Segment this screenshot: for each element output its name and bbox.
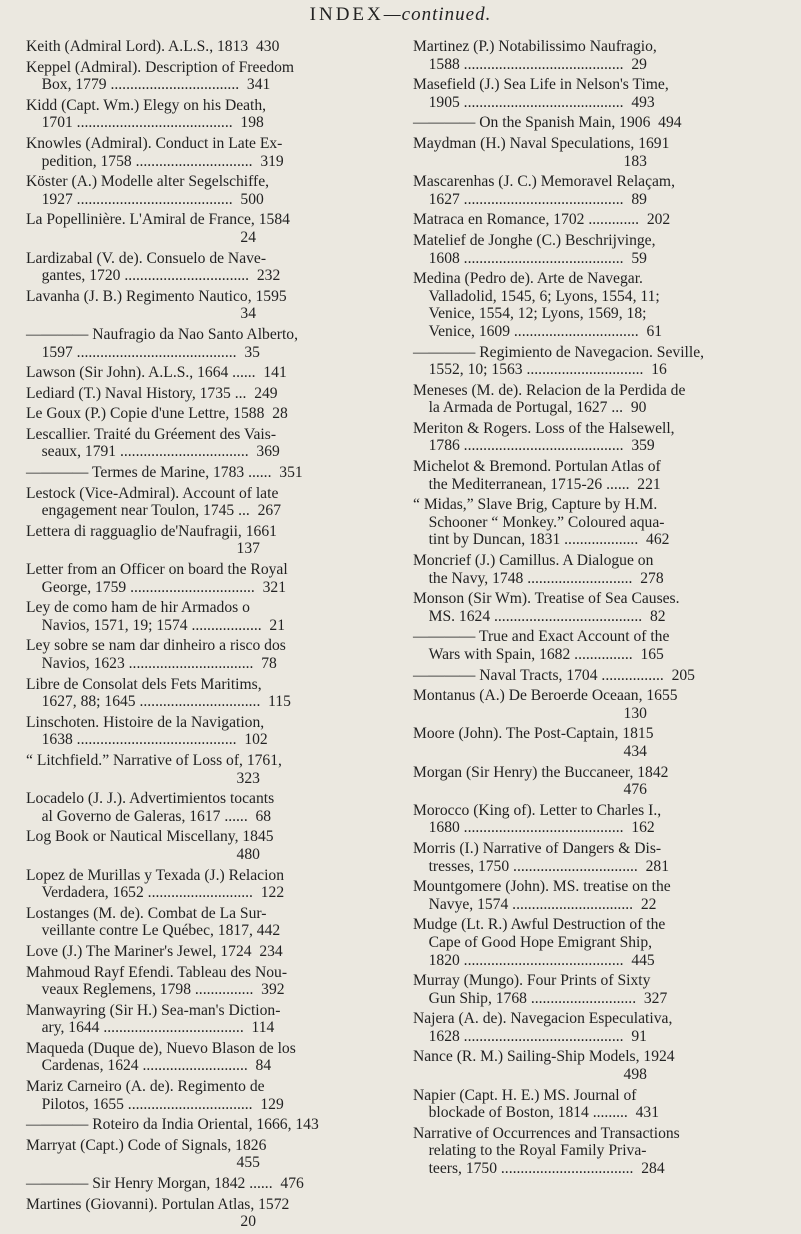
index-entry: Lardizabal (V. de). Consuelo de Nave- gantes, 1720 ................................ 232 (26, 249, 281, 285)
index-entry: Nance (R. M.) Sailing-Ship Models, 1924 498 (413, 1048, 675, 1084)
index-entry: Lavanha (J. B.) Regimento Nautico, 1595 34 (26, 287, 287, 323)
index-entry: Moore (John). The Post-Captain, 1815 434 (413, 725, 654, 760)
index-entry: Letter from an Officer on board the Royal George, 1759 ................................ 321 (26, 561, 288, 596)
index-entry: Murray (Mungo). Four Prints of Sixty Gun Ship, 1768 ........................... 327 (413, 972, 668, 1007)
index-entry: Monson (Sir Wm). Treatise of Sea Causes. MS. 1624 ...................................... 82 (413, 590, 680, 625)
left-column (26, 38, 398, 1234)
index-entry: Libre de Consolat dels Fets Maritims, 1627, 88; 1645 ............................... 115 (26, 675, 291, 711)
index-entry: Lettera di ragguaglio de'Naufragii, 1661 137 (26, 522, 277, 558)
index-entry: Napier (Capt. H. E.) MS. Journal of blockade of Boston, 1814 ......... 431 (413, 1086, 660, 1122)
index-entry: Le Goux (P.) Copie d'une Lettre, 1588 28 (26, 405, 288, 423)
index-entry: Martinez (P.) Notabilissimo Naufragio, 1588 ......................................... 29 (413, 38, 657, 73)
index-entry: Maydman (H.) Naval Speculations, 1691 183 (413, 134, 670, 170)
index-entry: Moncrief (J.) Camillus. A Dialogue on the Navy, 1748 ........................... 278 (413, 552, 664, 587)
index-entry: ———— True and Exact Account of the Wars with Spain, 1682 ............... 165 (413, 628, 670, 663)
index-entry: Kidd (Capt. Wm.) Elegy on his Death, 1701 ........................................ 198 (26, 96, 267, 132)
index-entry: ———— Naufragio da Nao Santo Alberto, 1597 ......................................... 35 (26, 325, 298, 361)
index-entry: Mascarenhas (J. C.) Memoravel Relaçam, 1627 ......................................... 89 (413, 173, 675, 208)
index-entry: Meneses (M. de). Relacion de la Perdida de la Armada de Portugal, 1627 ... 90 (413, 381, 686, 417)
index-entry: Maqueda (Duque de), Nuevo Blason de los Cardenas, 1624 ........................... 84 (26, 1039, 296, 1075)
index-entry: Michelot & Bremond. Portulan Atlas of the Mediterranean, 1715-26 ...... 221 (413, 458, 661, 493)
index-entry: Masefield (J.) Sea Life in Nelson's Time, 1905 ......................................... 493 (413, 76, 669, 111)
right-column (413, 38, 785, 1181)
index-entry: Linschoten. Histoire de la Navigation, 1638 ......................................... 102 (26, 713, 268, 749)
index-entry: Morgan (Sir Henry) the Buccaneer, 1842 476 (413, 763, 669, 799)
index-entry: Matraca en Romance, 1702 ............. 202 (413, 211, 671, 229)
index-entry: Ley de como ham de hir Armados o Navios, 1571, 19; 1574 .................. 21 (26, 599, 286, 634)
index-entry: Morris (I.) Narrative of Dangers & Dis- tresses, 1750 ................................ 281 (413, 839, 669, 875)
index-entry: Matelief de Jonghe (C.) Beschrijvinge, 1608 ......................................... 59 (413, 231, 656, 267)
index-entry: Marryat (Capt.) Code of Signals, 1826 455 (26, 1136, 267, 1172)
index-entry: Mahmoud Rayf Efendi. Tableau des Nou- veaux Reglemens, 1798 ............... 392 (26, 963, 288, 999)
index-entry: Ley sobre se nam dar dinheiro a risco dos Navios, 1623 ................................ 78 (26, 637, 286, 672)
index-entry: Lediard (T.) Naval History, 1735 ... 249 (26, 384, 278, 402)
index-entry: ———— Termes de Marine, 1783 ...... 351 (26, 464, 303, 482)
index-entry: Lostanges (M. de). Combat de La Sur- veillante contre Le Québec, 1817, 442 (26, 904, 281, 940)
index-entry: Lawson (Sir John). A.L.S., 1664 ...... 141 (26, 364, 287, 382)
index-entry: Mariz Carneiro (A. de). Regimento de Pilotos, 1655 ................................ 129 (26, 1078, 284, 1113)
index-entry: Köster (A.) Modelle alter Segelschiffe, 1927 ........................................ 500 (26, 173, 270, 208)
index-entry: “ Litchfield.” Narrative of Loss of, 1761, 323 (26, 751, 282, 787)
index-entry: ———— Sir Henry Morgan, 1842 ...... 476 (26, 1175, 304, 1193)
index-entry: Montanus (A.) De Beroerde Oceaan, 1655 130 (413, 687, 678, 722)
index-entry: Lopez de Murillas y Texada (J.) Relacion Verdadera, 1652 ........................... 122 (26, 866, 285, 902)
index-entry: Martines (Giovanni). Portulan Atlas, 1572 20 (26, 1195, 290, 1231)
index-entry: ———— Regimiento de Navegacion. Seville, 1552, 10; 1563 .............................. 16 (413, 343, 705, 379)
index-entry: Mudge (Lt. R.) Awful Destruction of the Cape of Good Hope Emigrant Ship, 1820 ......................................... 445 (413, 916, 666, 969)
index-entry: Log Book or Nautical Miscellany, 1845 480 (26, 828, 274, 863)
index-entry: Locadelo (J. J.). Advertimientos tocants al Governo de Galeras, 1617 ...... 68 (26, 790, 275, 825)
index-entry: ———— On the Spanish Main, 1906 494 (413, 114, 682, 132)
index-entry: ———— Naval Tracts, 1704 ................ 205 (413, 666, 695, 684)
index-entry: Morocco (King of). Letter to Charles I., 1680 ......................................... 162 (413, 801, 662, 837)
index-entry: Keith (Admiral Lord). A.L.S., 1813 430 (26, 38, 280, 55)
index-entry: La Popellinière. L'Amiral de France, 1584 24 (26, 211, 290, 246)
index-entry: Mountgomere (John). MS. treatise on the Navye, 1574 ............................... 22 (413, 878, 671, 913)
index-entry: “ Midas,” Slave Brig, Capture by H.M. Schooner “ Monkey.” Coloured aqua- tint by Duncan, 1831 ................... 462 (413, 496, 670, 549)
index-entry: ———— Roteiro da India Oriental, 1666, 143 (26, 1116, 319, 1134)
index-entry: Lestock (Vice-Admiral). Account of late engagement near Toulon, 1745 ... 267 (26, 484, 281, 520)
index-entry: Manwayring (Sir H.) Sea-man's Diction- ary, 1644 .................................... 114 (26, 1001, 281, 1037)
index-entry: Narrative of Occurrences and Transactions relating to the Royal Family Priva- teers, 1750 .................................. 284 (413, 1124, 680, 1178)
page-header (0, 4, 801, 26)
index-entry: Lescallier. Traité du Gréement des Vais- seaux, 1791 ................................. 369 (26, 425, 280, 461)
header-subtitle: —continued. (383, 4, 492, 25)
index-entry: Meriton & Rogers. Loss of the Halsewell, 1786 ......................................... 359 (413, 419, 675, 455)
index-entry: Love (J.) The Mariner's Jewel, 1724 234 (26, 942, 283, 960)
index-entry: Najera (A. de). Navegacion Especulativa, 1628 ......................................... 91 (413, 1010, 673, 1045)
header-title: INDEX (309, 4, 384, 25)
index-entry: Knowles (Admiral). Conduct in Late Ex- pedition, 1758 .............................. 319 (26, 134, 284, 170)
index-entry: Keppel (Admiral). Description of Freedom Box, 1779 ................................. 341 (26, 58, 295, 94)
index-entry: Medina (Pedro de). Arte de Navegar. Valladolid, 1545, 6; Lyons, 1554, 11; Venice, 1554, 12; Lyons, 1569, 18; Venice, 1609 ................................ 61 (413, 270, 663, 340)
